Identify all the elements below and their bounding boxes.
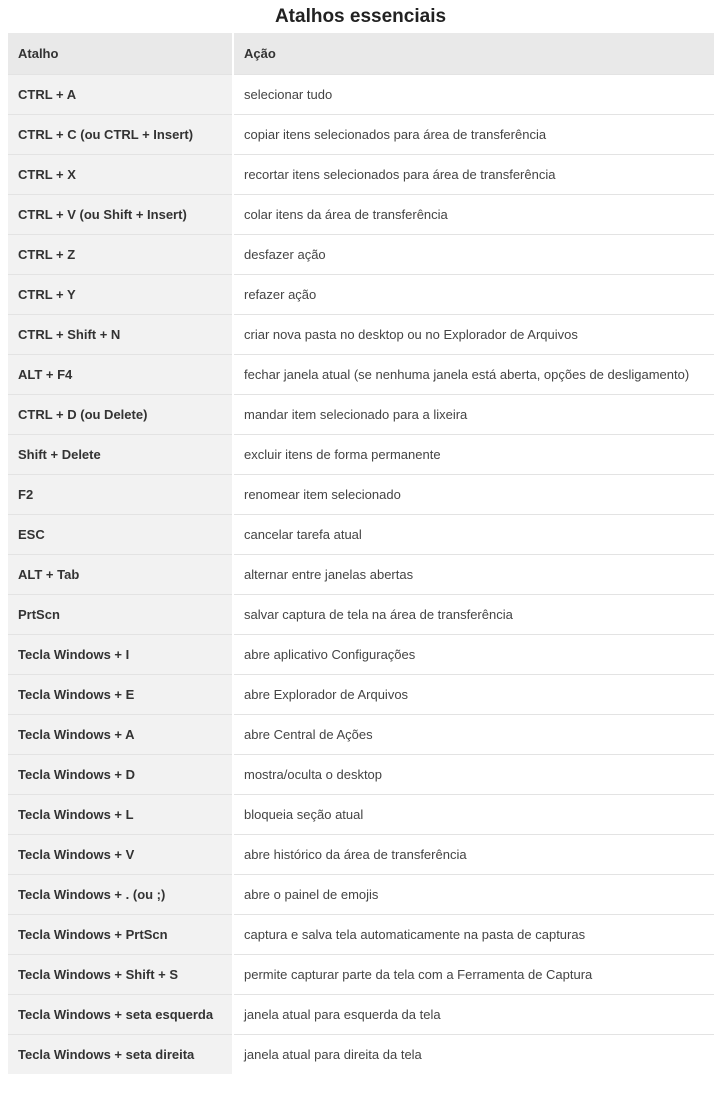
shortcut-key-cell: Tecla Windows + . (ou ;) (8, 874, 233, 914)
table-row (8, 834, 714, 874)
shortcut-action-cell: colar itens da área de transferência (233, 194, 714, 234)
shortcut-key-cell: Tecla Windows + Shift + S (8, 954, 233, 994)
table-row (8, 154, 714, 194)
shortcut-action-cell: abre histórico da área de transferência (233, 834, 714, 874)
header-shortcut: Atalho (8, 33, 233, 74)
shortcut-key-cell: Tecla Windows + V (8, 834, 233, 874)
table-row (8, 554, 714, 594)
shortcut-key-cell: Shift + Delete (8, 434, 233, 474)
shortcut-key-cell: Tecla Windows + I (8, 634, 233, 674)
table-row (8, 514, 714, 554)
shortcut-action-cell: permite capturar parte da tela com a Ferramenta de Captura (233, 954, 714, 994)
shortcut-key-cell: Tecla Windows + A (8, 714, 233, 754)
table-row (8, 754, 714, 794)
shortcut-action-cell: mandar item selecionado para a lixeira (233, 394, 714, 434)
table-row (8, 994, 714, 1034)
table-row (8, 874, 714, 914)
table-row (8, 634, 714, 674)
shortcut-action-cell: bloqueia seção atual (233, 794, 714, 834)
table-row (8, 74, 714, 114)
shortcut-action-cell: excluir itens de forma permanente (233, 434, 714, 474)
shortcut-action-cell: criar nova pasta no desktop ou no Explorador de Arquivos (233, 314, 714, 354)
shortcut-action-cell: mostra/oculta o desktop (233, 754, 714, 794)
shortcut-key-cell: ALT + Tab (8, 554, 233, 594)
shortcut-action-cell: selecionar tudo (233, 74, 714, 114)
shortcut-action-cell: janela atual para esquerda da tela (233, 994, 714, 1034)
shortcut-action-cell: copiar itens selecionados para área de transferência (233, 114, 714, 154)
table-row (8, 674, 714, 714)
shortcut-key-cell: CTRL + C (ou CTRL + Insert) (8, 114, 233, 154)
shortcut-key-cell: Tecla Windows + D (8, 754, 233, 794)
header-row (8, 33, 714, 74)
table-row (8, 1034, 714, 1074)
shortcut-key-cell: CTRL + A (8, 74, 233, 114)
table-row (8, 474, 714, 514)
shortcut-key-cell: Tecla Windows + seta esquerda (8, 994, 233, 1034)
table-row (8, 194, 714, 234)
table-row (8, 434, 714, 474)
table-body (8, 74, 714, 1074)
shortcut-key-cell: ESC (8, 514, 233, 554)
table-row (8, 314, 714, 354)
shortcut-action-cell: alternar entre janelas abertas (233, 554, 714, 594)
shortcut-key-cell: Tecla Windows + seta direita (8, 1034, 233, 1074)
shortcut-action-cell: abre aplicativo Configurações (233, 634, 714, 674)
shortcut-action-cell: cancelar tarefa atual (233, 514, 714, 554)
table-row (8, 274, 714, 314)
table-row (8, 234, 714, 274)
shortcut-key-cell: CTRL + Y (8, 274, 233, 314)
shortcut-key-cell: PrtScn (8, 594, 233, 634)
shortcut-key-cell: Tecla Windows + PrtScn (8, 914, 233, 954)
shortcut-action-cell: abre Explorador de Arquivos (233, 674, 714, 714)
shortcut-action-cell: fechar janela atual (se nenhuma janela está aberta, opções de desligamento) (233, 354, 714, 394)
table-row (8, 954, 714, 994)
table-row (8, 914, 714, 954)
shortcut-key-cell: CTRL + Shift + N (8, 314, 233, 354)
shortcut-action-cell: captura e salva tela automaticamente na pasta de capturas (233, 914, 714, 954)
shortcut-key-cell: CTRL + Z (8, 234, 233, 274)
shortcut-key-cell: F2 (8, 474, 233, 514)
shortcut-key-cell: Tecla Windows + L (8, 794, 233, 834)
shortcut-action-cell: desfazer ação (233, 234, 714, 274)
shortcut-action-cell: janela atual para direita da tela (233, 1034, 714, 1074)
table-row (8, 354, 714, 394)
shortcut-action-cell: abre o painel de emojis (233, 874, 714, 914)
table-header (8, 33, 714, 74)
page-title: Atalhos essenciais (274, 6, 447, 27)
shortcut-key-cell: ALT + F4 (8, 354, 233, 394)
table-row (8, 714, 714, 754)
table-row (8, 794, 714, 834)
shortcut-action-cell: salvar captura de tela na área de transferência (233, 594, 714, 634)
shortcut-key-cell: CTRL + X (8, 154, 233, 194)
header-action: Ação (233, 33, 714, 74)
shortcut-action-cell: abre Central de Ações (233, 714, 714, 754)
table-row (8, 594, 714, 634)
table-row (8, 114, 714, 154)
table-row (8, 394, 714, 434)
shortcut-key-cell: Tecla Windows + E (8, 674, 233, 714)
shortcut-action-cell: renomear item selecionado (233, 474, 714, 514)
shortcut-key-cell: CTRL + D (ou Delete) (8, 394, 233, 434)
shortcut-action-cell: refazer ação (233, 274, 714, 314)
shortcuts-table (8, 33, 714, 1074)
shortcut-action-cell: recortar itens selecionados para área de transferência (233, 154, 714, 194)
shortcut-key-cell: CTRL + V (ou Shift + Insert) (8, 194, 233, 234)
